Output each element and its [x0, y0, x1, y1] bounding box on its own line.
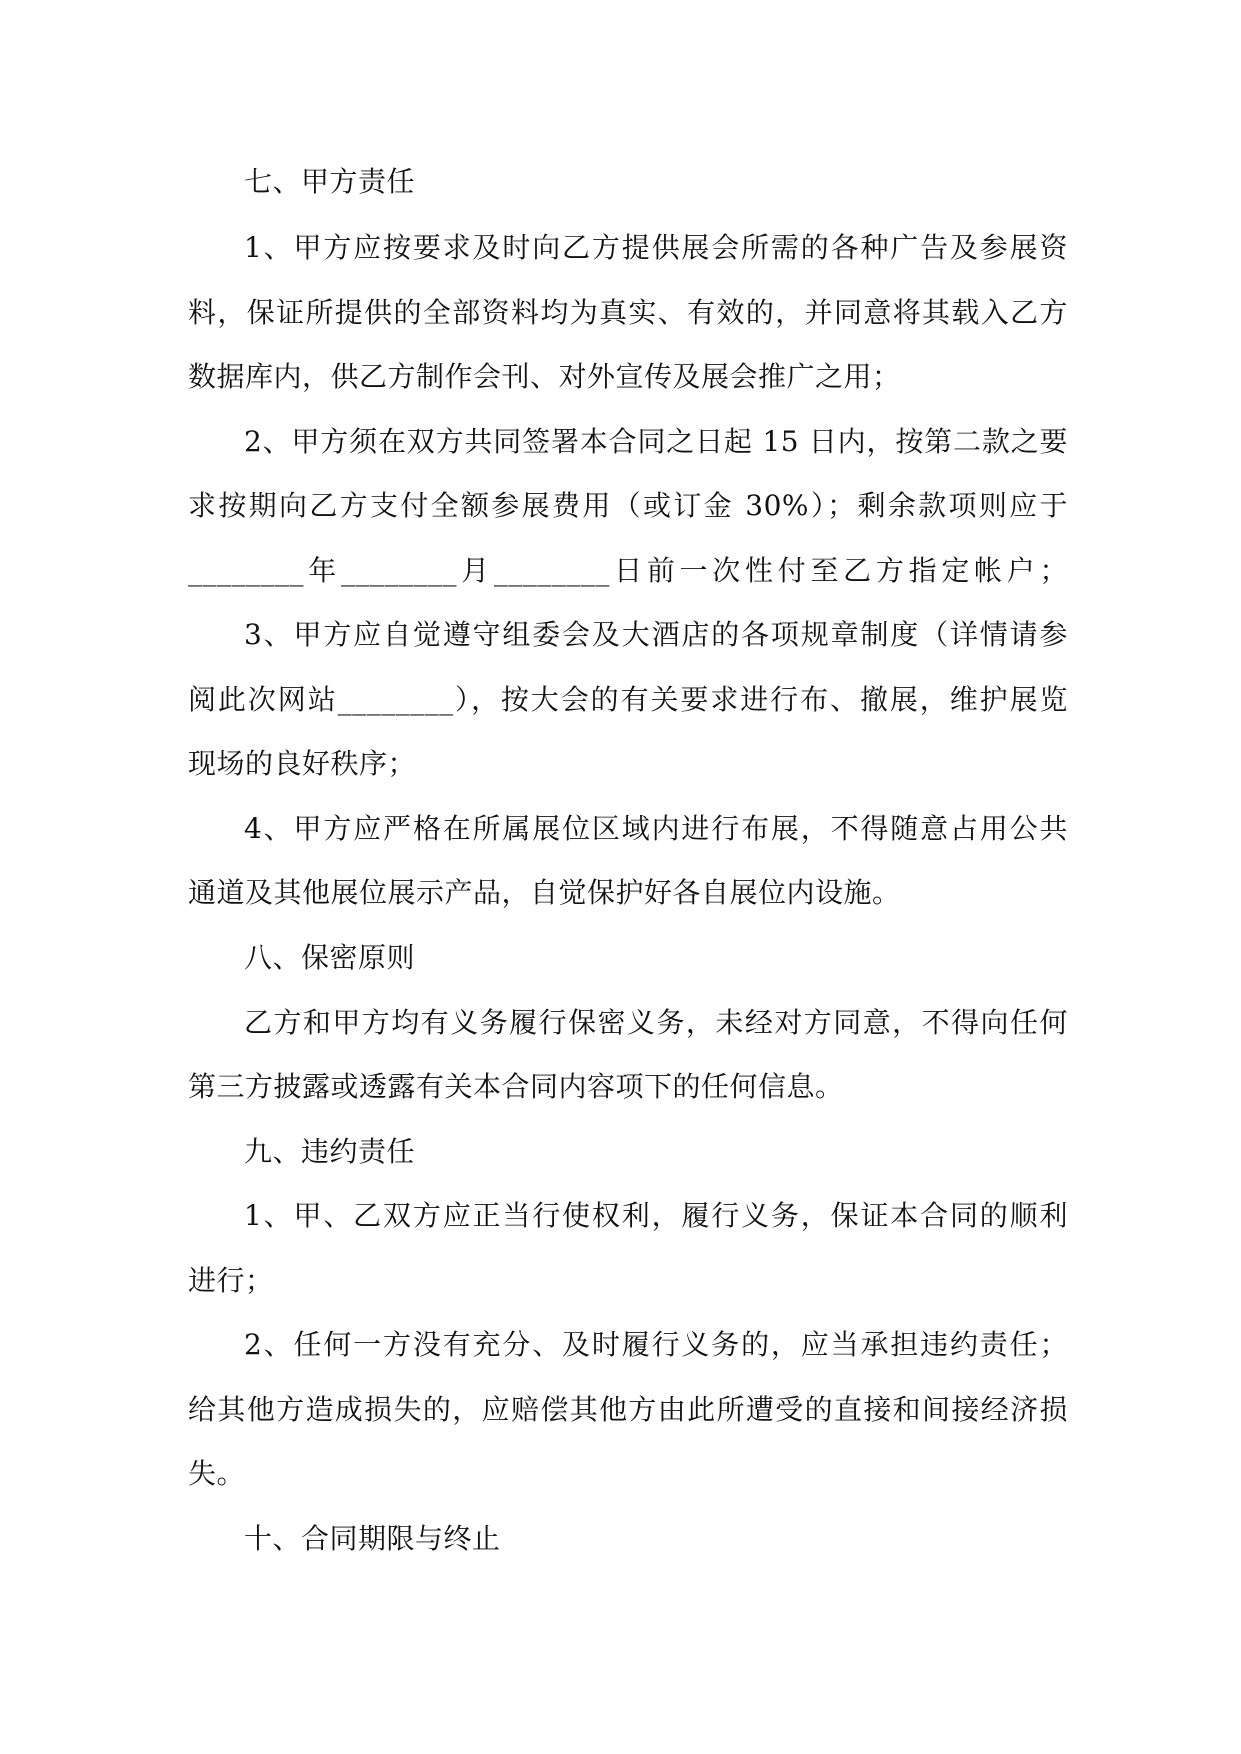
- paragraph-line: 阅此次网站________），按大会的有关要求进行布、撤展，维护展览: [188, 683, 1068, 716]
- paragraph-line: 乙方和甲方均有义务履行保密义务，未经对方同意，不得向任何: [244, 1006, 1068, 1039]
- paragraph-line: 料，保证所提供的全部资料均为真实、有效的，并同意将其载入乙方: [188, 296, 1068, 329]
- paragraph-line: 通道及其他展位展示产品，自觉保护好各自展位内设施。: [188, 876, 901, 909]
- paragraph-line: 3、甲方应自觉遵守组委会及大酒店的各项规章制度（详情请参: [244, 618, 1068, 651]
- paragraph-line: 2、任何一方没有充分、及时履行义务的，应当承担违约责任；: [244, 1328, 1068, 1361]
- section-heading-7: 七、甲方责任: [244, 165, 416, 198]
- paragraph-line: 现场的良好秩序；: [188, 747, 417, 780]
- paragraph-line: 数据库内，供乙方制作会刊、对外宣传及展会推广之用；: [188, 360, 901, 393]
- section-heading-8: 八、保密原则: [244, 941, 416, 974]
- paragraph-line: 1、甲、乙双方应正当行使权利，履行义务，保证本合同的顺利: [244, 1199, 1068, 1232]
- paragraph-line: 第三方披露或透露有关本合同内容项下的任何信息。: [188, 1070, 844, 1103]
- paragraph-line: 失。: [188, 1457, 246, 1490]
- paragraph-line: 1、甲方应按要求及时向乙方提供展会所需的各种广告及参展资: [244, 231, 1068, 264]
- paragraph-line: 4、甲方应严格在所属展位区域内进行布展，不得随意占用公共: [244, 812, 1068, 845]
- section-heading-9: 九、违约责任: [244, 1135, 416, 1168]
- paragraph-line: 求按期向乙方支付全额参展费用（或订金 30%）；剩余款项则应于: [188, 489, 1068, 522]
- paragraph-line: 进行；: [188, 1264, 274, 1297]
- paragraph-line: 2、甲方须在双方共同签署本合同之日起 15 日内，按第二款之要: [244, 425, 1068, 458]
- paragraph-line: 给其他方造成损失的，应赔偿其他方由此所遭受的直接和间接经济损: [188, 1393, 1068, 1426]
- section-heading-10: 十、合同期限与终止: [244, 1522, 501, 1555]
- paragraph-line: ________年________月________日前一次性付至乙方指定帐户；: [188, 554, 1068, 587]
